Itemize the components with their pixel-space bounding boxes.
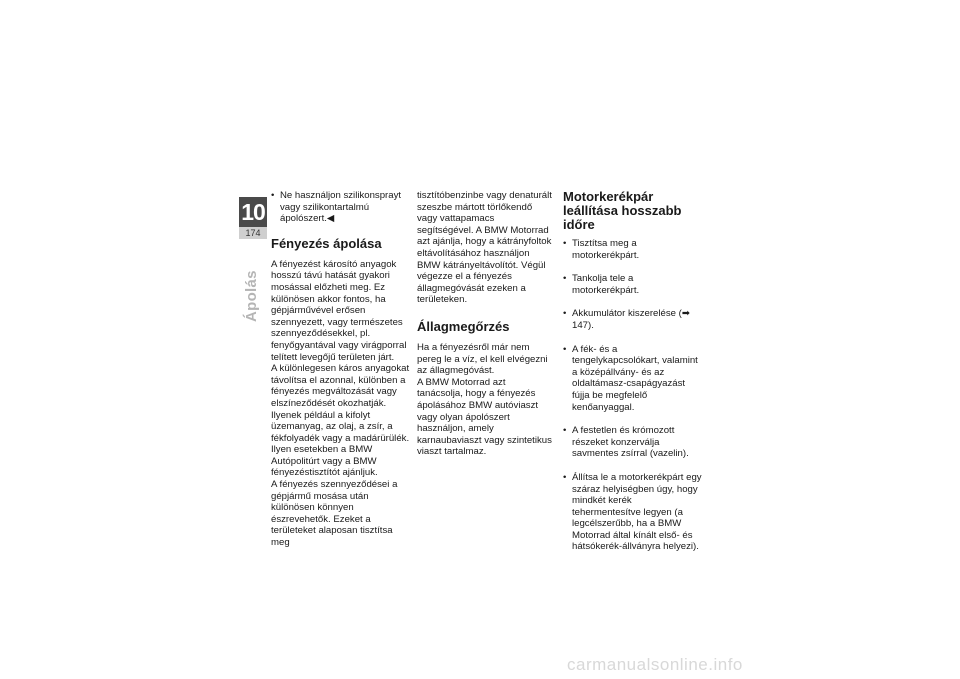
list-item: • Tisztítsa meg a motorkerékpárt. xyxy=(563,238,703,261)
chapter-title-vertical: Ápolás xyxy=(243,270,260,322)
paragraph: A fényezést károsító anyagok hosszú távú hatását gyakori mosással előzheti meg. Ez különösen akkor fontos, ha gépjárművével erősen szennyezett, vagy természetes szennyeződésekkel, pl. fenyőgyantával vagy virágporral telített levegőjű területen járt. xyxy=(271,258,407,363)
chapter-number: 10 xyxy=(239,197,267,227)
paragraph: A BMW Motorrad azt tanácsolja, hogy a fényezés ápolásához BMW autóviaszt vagy olyan ápolószert használjon, amely karnaubaviaszt vagy szintetikus viaszt tartalmaz. xyxy=(417,376,552,458)
paragraph: tisztítóbenzinbe vagy denaturált szeszbe mártott törlőkendő vagy vattapamacs segítségével. A BMW Motorrad azt ajánlja, hogy a kátrányfoltok eltávolításához használjon BMW kátrányeltávolítót. Végül végezze el a fényezés állagmegóvását ezeken a területeken. xyxy=(417,190,552,306)
list-item: • Állítsa le a motorkerékpárt egy száraz helyiségben úgy, hogy mindkét kerék tehermentesítve legyen (a legcélszerűbb, ha a BMW Motorrad által kínált első- és hátsókerék-állványra helyezi). xyxy=(563,472,703,553)
list-item: • Tankolja tele a motorkerékpárt. xyxy=(563,273,703,296)
list-item: • A fék- és a tengelykapcsolókart, valamint a középállvány- és az oldaltámasz-csapágyazást fújja be megfelelő kenőanyaggal. xyxy=(563,344,703,414)
list-item: • Akkumulátor kiszerelése (➡ 147). xyxy=(563,308,703,331)
column-2 xyxy=(417,190,553,458)
watermark: carmanualsonline.info xyxy=(567,655,743,674)
paragraph: A különlegesen káros anyagokat távolítsa el azonnal, különben a fényezés megváltozását vagy elszíneződését okozhatják. Ilyenek például a kifolyt üzemanyag, az olaj, a zsír, a fékfolyadék vagy a madárürülék. Ilyen esetekben a BMW Autópolitúrt vagy a BMW fényezéstisztítót ajánljuk. xyxy=(271,363,410,479)
heading-preservation: Állagmegőrzés xyxy=(417,318,510,334)
list-item: • Ne használjon szilikonsprayt vagy szilikontartalmú ápolószert.◀ xyxy=(271,190,411,225)
column-3 xyxy=(563,190,703,565)
list-item: • A festetlen és krómozott részeket konzerválja savmentes zsírral (vazelin). xyxy=(563,425,703,460)
heading-storage: Motorkerékpár leállítása hosszabb időre xyxy=(563,189,682,232)
bullet-list xyxy=(271,190,411,225)
bullet-list xyxy=(563,238,703,553)
paragraph: A fényezés szennyeződései a gépjármű mosása után különösen könnyen észrevehetők. Ezeket a területeket alaposan tisztítsa meg xyxy=(271,479,398,549)
heading-paint-care: Fényezés ápolása xyxy=(271,235,382,251)
column-1 xyxy=(271,190,411,549)
page-number: 174 xyxy=(239,227,267,239)
paragraph: Ha a fényezésről már nem pereg le a víz, el kell elvégezni az állagmegóvást. xyxy=(417,341,548,377)
